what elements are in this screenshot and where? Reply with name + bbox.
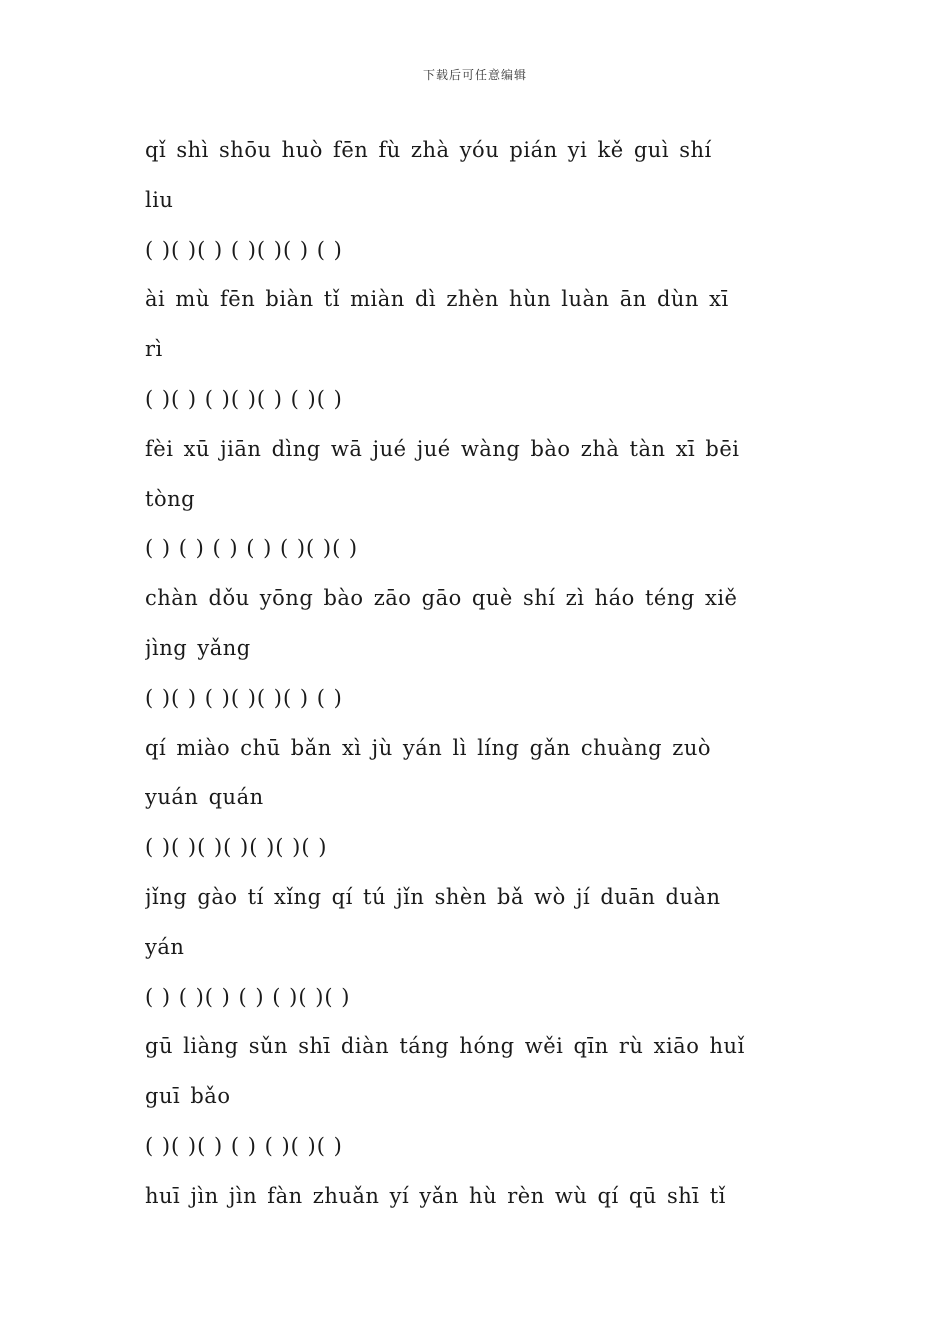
pinyin-line: jǐng gào tí xǐng qí tú jǐn shèn bǎ wò jí duān duàn [145, 884, 721, 909]
pinyin-line: qí miào chū bǎn xì jù yán lì líng gǎn chuàng zuò [145, 735, 712, 760]
answer-brackets-line: ( )( )( ) ( ) ( )( )( ) [145, 1133, 343, 1158]
pinyin-line: tòng [145, 486, 196, 511]
answer-brackets-line: ( )( )( ) ( )( )( ) ( ) [145, 237, 343, 262]
pinyin-line: jìng yǎng [145, 635, 251, 660]
pinyin-line: yán [145, 934, 185, 959]
answer-brackets-line: ( ) ( )( ) ( ) ( )( )( ) [145, 984, 351, 1009]
pinyin-line: guī bǎo [145, 1084, 231, 1109]
exercise-content [145, 126, 810, 1222]
pinyin-line: chàn dǒu yōng bào zāo gāo què shí zì háo téng xiě [145, 586, 738, 611]
pinyin-line: ài mù fēn biàn tǐ miàn dì zhèn hùn luàn ān dùn xī [145, 287, 729, 312]
pinyin-line: qǐ shì shōu huò fēn fù zhà yóu pián yi kě guì shí [145, 138, 712, 162]
answer-brackets-line: ( )( ) ( )( )( )( ) ( ) [145, 685, 343, 710]
answer-brackets-line: ( )( )( )( )( )( )( ) [145, 835, 328, 860]
pinyin-line: yuán quán [145, 785, 264, 810]
answer-brackets-line: ( ) ( ) ( ) ( ) ( )( )( ) [145, 536, 359, 561]
pinyin-line: huī jìn jìn fàn zhuǎn yí yǎn hù rèn wù qí qū shī tǐ [145, 1183, 726, 1208]
pinyin-line: rì [145, 337, 163, 362]
answer-brackets-line: ( )( ) ( )( )( ) ( )( ) [145, 386, 343, 411]
page-header: 下载后可任意编辑 [422, 68, 527, 82]
pinyin-line: fèi xū jiān dìng wā jué jué wàng bào zhà tàn xī bēi [145, 436, 740, 461]
pinyin-line: gū liàng sǔn shī diàn táng hóng wěi qīn rù xiāo huǐ [145, 1034, 745, 1059]
pinyin-line: liu [145, 187, 174, 212]
